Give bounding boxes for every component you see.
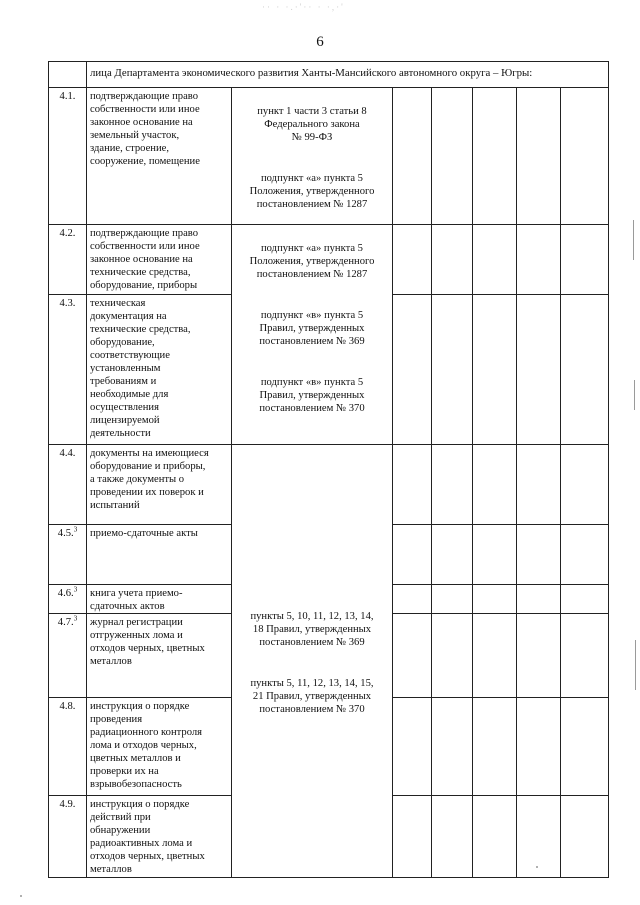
table-row — [49, 225, 609, 295]
table-cell — [473, 525, 517, 585]
row-number: 4.3. — [49, 295, 87, 445]
footnote-mark: 3 — [73, 614, 78, 623]
footnote-mark: 3 — [73, 585, 78, 594]
table-cell — [393, 225, 432, 295]
table-cell — [517, 445, 561, 525]
reference-text: пункт 1 части 3 статьи 8 Федерального закона № 99-ФЗ — [257, 106, 367, 143]
row-number: 4.5.$^3$ — [49, 525, 87, 585]
footnote-mark: 3 — [73, 525, 78, 534]
row-number: 4.2. — [49, 225, 87, 295]
table-cell — [473, 585, 517, 614]
table-cell — [393, 295, 432, 445]
table-cell — [432, 614, 473, 698]
table-cell — [561, 225, 609, 295]
scan-speck — [536, 866, 538, 868]
row-number: 4.9. — [49, 796, 87, 878]
table-cell — [432, 225, 473, 295]
page-number: 6 — [316, 34, 324, 50]
row-item: подтверждающие право собственности или иное законное основание на земельный участок, здание, строение, сооружение, помещение — [87, 88, 232, 225]
table-cell — [432, 796, 473, 878]
row-item: книга учета приемо- сдаточных актов — [87, 585, 232, 614]
table-cell — [561, 445, 609, 525]
table-cell — [517, 225, 561, 295]
table-cell — [517, 698, 561, 796]
reference-text: пункты 5, 11, 12, 13, 14, 15, 21 Правил, утвержденных постановлением № 370 — [250, 678, 374, 715]
table-cell — [517, 796, 561, 878]
table-cell — [432, 295, 473, 445]
table-cell — [473, 225, 517, 295]
scan-speck — [20, 895, 22, 897]
row-reference — [232, 225, 393, 445]
row-reference — [232, 88, 393, 225]
row-number: 4.8. — [49, 698, 87, 796]
row-reference-empty — [393, 796, 432, 878]
table-cell — [473, 445, 517, 525]
table-cell — [473, 796, 517, 878]
table-cell — [517, 88, 561, 225]
table-cell — [561, 525, 609, 585]
table-cell — [393, 525, 432, 585]
scan-margin-line — [634, 380, 635, 410]
reference-text: пункты 5, 10, 11, 12, 13, 14, 18 Правил, утвержденных постановлением № 369 — [250, 611, 374, 648]
row-reference — [232, 445, 393, 878]
row-item: техническая документация на технические средства, оборудование, соответствующие установленным требованиям и необходимые для осуществления лицензируемой деятельности — [87, 295, 232, 445]
table-cell — [517, 614, 561, 698]
table-cell — [473, 698, 517, 796]
table-header-row — [49, 62, 609, 88]
row-number: 4.6.$^3$ — [49, 585, 87, 614]
table-cell — [432, 698, 473, 796]
table-cell — [393, 445, 432, 525]
table-cell — [473, 614, 517, 698]
table-cell — [393, 614, 432, 698]
reference-text: подпункт «в» пункта 5 Правил, утвержденных постановлением № 369 — [259, 310, 365, 347]
requirements-table — [48, 61, 609, 878]
reference-text: подпункт «а» пункта 5 Положения, утвержденного постановлением № 1287 — [249, 173, 375, 210]
table-cell — [517, 585, 561, 614]
row-number: 4.7.$^3$ — [49, 614, 87, 698]
table-cell — [473, 295, 517, 445]
table-cell — [393, 698, 432, 796]
table-cell — [432, 445, 473, 525]
table-cell — [393, 585, 432, 614]
row-item: инструкция о порядке действий при обнаружении радиоактивных лома и отходов черных, цветных металлов — [87, 796, 232, 878]
table-cell — [561, 88, 609, 225]
row-item: приемо-сдаточные акты — [87, 525, 232, 585]
header-num-cell — [49, 62, 87, 88]
scan-margin-line — [635, 640, 636, 690]
table-cell — [517, 525, 561, 585]
row-item: инструкция о порядке проведения радиационного контроля лома и отходов черных, цветных металлов и проверки их на взрывобезопасность — [87, 698, 232, 796]
table-cell — [517, 295, 561, 445]
table-cell — [561, 698, 609, 796]
reference-text: подпункт «а» пункта 5 Положения, утвержденного постановлением № 1287 — [249, 243, 375, 280]
table-cell — [432, 525, 473, 585]
table-cell — [473, 88, 517, 225]
table-cell — [432, 585, 473, 614]
row-item: документы на имеющиеся оборудование и приборы, а также документы о проведении их поверок и испытаний — [87, 445, 232, 525]
row-item: журнал регистрации отгруженных лома и отходов черных, цветных металлов — [87, 614, 232, 698]
row-number: 4.4. — [49, 445, 87, 525]
table-cell — [561, 796, 609, 878]
reference-text: подпункт «в» пункта 5 Правил, утвержденных постановлением № 370 — [259, 377, 365, 414]
scan-margin-line — [633, 220, 634, 260]
table-row — [49, 445, 609, 525]
row-item: подтверждающие право собственности или иное законное основание на технические средства, оборудование, приборы — [87, 225, 232, 295]
table-cell — [561, 585, 609, 614]
table-cell — [432, 88, 473, 225]
table-cell — [561, 614, 609, 698]
row-number: 4.1. — [49, 88, 87, 225]
table-cell — [393, 88, 432, 225]
scan-artifact: ·· · ·.·'·· · ·,·' — [262, 2, 345, 12]
table-cell — [561, 295, 609, 445]
header-text: лица Департамента экономического развития Ханты-Мансийского автономного округа – Югры: — [87, 62, 609, 88]
table-row — [49, 88, 609, 225]
